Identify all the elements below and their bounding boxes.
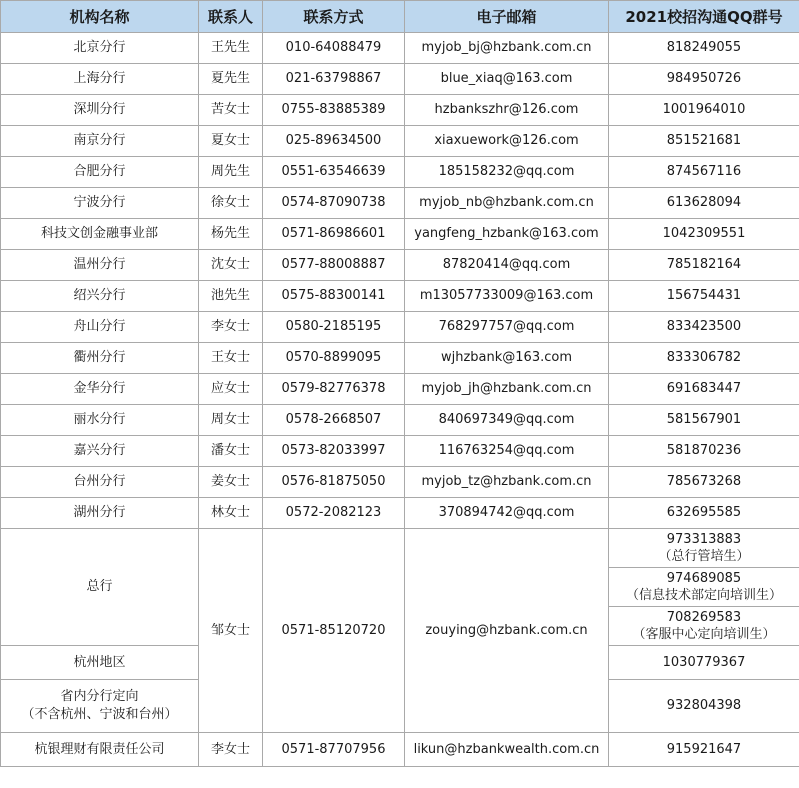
qq-cell-hq-mgmt-trainee	[609, 529, 799, 568]
qq-cell-hangzhou: 1030779367	[609, 646, 799, 680]
qq-cell: 818249055	[609, 33, 799, 64]
org-cell: 北京分行	[1, 33, 199, 64]
qq-cell: 581567901	[609, 405, 799, 436]
qq-cell: 632695585	[609, 498, 799, 529]
phone-cell: 0574-87090738	[263, 188, 405, 219]
phone-cell: 0571-86986601	[263, 219, 405, 250]
email-cell: myjob_bj@hzbank.com.cn	[405, 33, 609, 64]
contact-cell: 徐女士	[199, 188, 263, 219]
contact-cell: 周先生	[199, 157, 263, 188]
org-cell: 合肥分行	[1, 157, 199, 188]
email-cell: myjob_tz@hzbank.com.cn	[405, 467, 609, 498]
contact-cell: 杨先生	[199, 219, 263, 250]
qq-cell: 785673268	[609, 467, 799, 498]
email-cell: hzbankszhr@126.com	[405, 95, 609, 126]
org-line-note: （不含杭州、宁波和台州）	[21, 707, 178, 722]
table-row	[1, 343, 799, 374]
phone-cell-hq: 0571-85120720	[263, 529, 405, 733]
contact-cell: 夏先生	[199, 64, 263, 95]
phone-cell: 021-63798867	[263, 64, 405, 95]
email-cell: myjob_nb@hzbank.com.cn	[405, 188, 609, 219]
header-email: 电子邮箱	[405, 1, 609, 33]
contact-cell: 王女士	[199, 343, 263, 374]
qq-cell: 833306782	[609, 343, 799, 374]
org-cell-province	[1, 680, 199, 733]
table-row	[1, 498, 799, 529]
qq-note: （信息技术部定向培训生）	[625, 588, 782, 603]
table-row	[1, 312, 799, 343]
contact-cell-hq: 邹女士	[199, 529, 263, 733]
email-cell: myjob_jh@hzbank.com.cn	[405, 374, 609, 405]
org-cell: 深圳分行	[1, 95, 199, 126]
qq-cell: 1001964010	[609, 95, 799, 126]
contact-cell: 夏女士	[199, 126, 263, 157]
contact-cell: 林女士	[199, 498, 263, 529]
table-row	[1, 33, 799, 64]
email-cell: 370894742@qq.com	[405, 498, 609, 529]
contact-cell: 池先生	[199, 281, 263, 312]
table-row	[1, 436, 799, 467]
email-cell: 768297757@qq.com	[405, 312, 609, 343]
contact-cell: 沈女士	[199, 250, 263, 281]
qq-number: 974689085	[666, 571, 742, 586]
qq-cell: 581870236	[609, 436, 799, 467]
phone-cell: 0755-83885389	[263, 95, 405, 126]
email-cell: likun@hzbankwealth.com.cn	[405, 733, 609, 767]
qq-cell: 1042309551	[609, 219, 799, 250]
qq-cell: 874567116	[609, 157, 799, 188]
contact-cell: 周女士	[199, 405, 263, 436]
email-cell: yangfeng_hzbank@163.com	[405, 219, 609, 250]
table-row	[1, 467, 799, 498]
phone-cell: 025-89634500	[263, 126, 405, 157]
phone-cell: 010-64088479	[263, 33, 405, 64]
org-line: 省内分行定向	[60, 689, 139, 704]
qq-cell: 785182164	[609, 250, 799, 281]
org-cell: 南京分行	[1, 126, 199, 157]
hq-row-1	[1, 529, 799, 568]
qq-cell: 833423500	[609, 312, 799, 343]
org-cell: 上海分行	[1, 64, 199, 95]
qq-cell-province: 932804398	[609, 680, 799, 733]
qq-cell: 613628094	[609, 188, 799, 219]
qq-note: （总行管培生）	[658, 549, 750, 564]
contact-cell: 王先生	[199, 33, 263, 64]
qq-cell: 851521681	[609, 126, 799, 157]
org-cell: 湖州分行	[1, 498, 199, 529]
qq-number: 973313883	[666, 532, 742, 547]
phone-cell: 0577-88008887	[263, 250, 405, 281]
contact-cell: 潘女士	[199, 436, 263, 467]
phone-cell: 0576-81875050	[263, 467, 405, 498]
contact-cell: 应女士	[199, 374, 263, 405]
email-cell-hq: zouying@hzbank.com.cn	[405, 529, 609, 733]
contact-cell: 姜女士	[199, 467, 263, 498]
org-cell: 温州分行	[1, 250, 199, 281]
phone-cell: 0573-82033997	[263, 436, 405, 467]
table-row	[1, 126, 799, 157]
header-contact: 联系人	[199, 1, 263, 33]
org-cell-hangzhou: 杭州地区	[1, 646, 199, 680]
header-row	[1, 1, 799, 33]
org-cell-hq: 总行	[1, 529, 199, 646]
email-cell: m13057733009@163.com	[405, 281, 609, 312]
qq-cell: 691683447	[609, 374, 799, 405]
org-cell: 杭银理财有限责任公司	[1, 733, 199, 767]
org-cell: 绍兴分行	[1, 281, 199, 312]
phone-cell: 0580-2185195	[263, 312, 405, 343]
org-cell: 嘉兴分行	[1, 436, 199, 467]
qq-number: 708269583	[666, 610, 742, 625]
org-cell: 金华分行	[1, 374, 199, 405]
table-row	[1, 188, 799, 219]
org-cell: 台州分行	[1, 467, 199, 498]
email-cell: 116763254@qq.com	[405, 436, 609, 467]
header-qq: 2021校招沟通QQ群号	[609, 1, 799, 33]
table-row	[1, 64, 799, 95]
qq-cell-hq-it-trainee	[609, 568, 799, 607]
table-row	[1, 405, 799, 436]
qq-cell-hq-cs-trainee	[609, 607, 799, 646]
contact-cell: 李女士	[199, 733, 263, 767]
org-cell: 舟山分行	[1, 312, 199, 343]
org-cell: 衢州分行	[1, 343, 199, 374]
table-row	[1, 281, 799, 312]
phone-cell: 0578-2668507	[263, 405, 405, 436]
qq-cell: 915921647	[609, 733, 799, 767]
org-cell: 丽水分行	[1, 405, 199, 436]
email-cell: 87820414@qq.com	[405, 250, 609, 281]
phone-cell: 0572-2082123	[263, 498, 405, 529]
email-cell: 185158232@qq.com	[405, 157, 609, 188]
org-cell: 科技文创金融事业部	[1, 219, 199, 250]
table-row	[1, 219, 799, 250]
email-cell: xiaxuework@126.com	[405, 126, 609, 157]
table-row	[1, 374, 799, 405]
table-row	[1, 95, 799, 126]
header-org: 机构名称	[1, 1, 199, 33]
contact-cell: 苦女士	[199, 95, 263, 126]
qq-cell: 984950726	[609, 64, 799, 95]
phone-cell: 0571-87707956	[263, 733, 405, 767]
table-row	[1, 250, 799, 281]
table-row-wealth	[1, 733, 799, 767]
qq-note: （客服中心定向培训生）	[632, 627, 776, 642]
org-cell: 宁波分行	[1, 188, 199, 219]
phone-cell: 0551-63546639	[263, 157, 405, 188]
contact-cell: 李女士	[199, 312, 263, 343]
qq-cell: 156754431	[609, 281, 799, 312]
header-phone: 联系方式	[263, 1, 405, 33]
phone-cell: 0575-88300141	[263, 281, 405, 312]
email-cell: blue_xiaq@163.com	[405, 64, 609, 95]
phone-cell: 0570-8899095	[263, 343, 405, 374]
email-cell: wjhzbank@163.com	[405, 343, 609, 374]
email-cell: 840697349@qq.com	[405, 405, 609, 436]
phone-cell: 0579-82776378	[263, 374, 405, 405]
table-row	[1, 157, 799, 188]
